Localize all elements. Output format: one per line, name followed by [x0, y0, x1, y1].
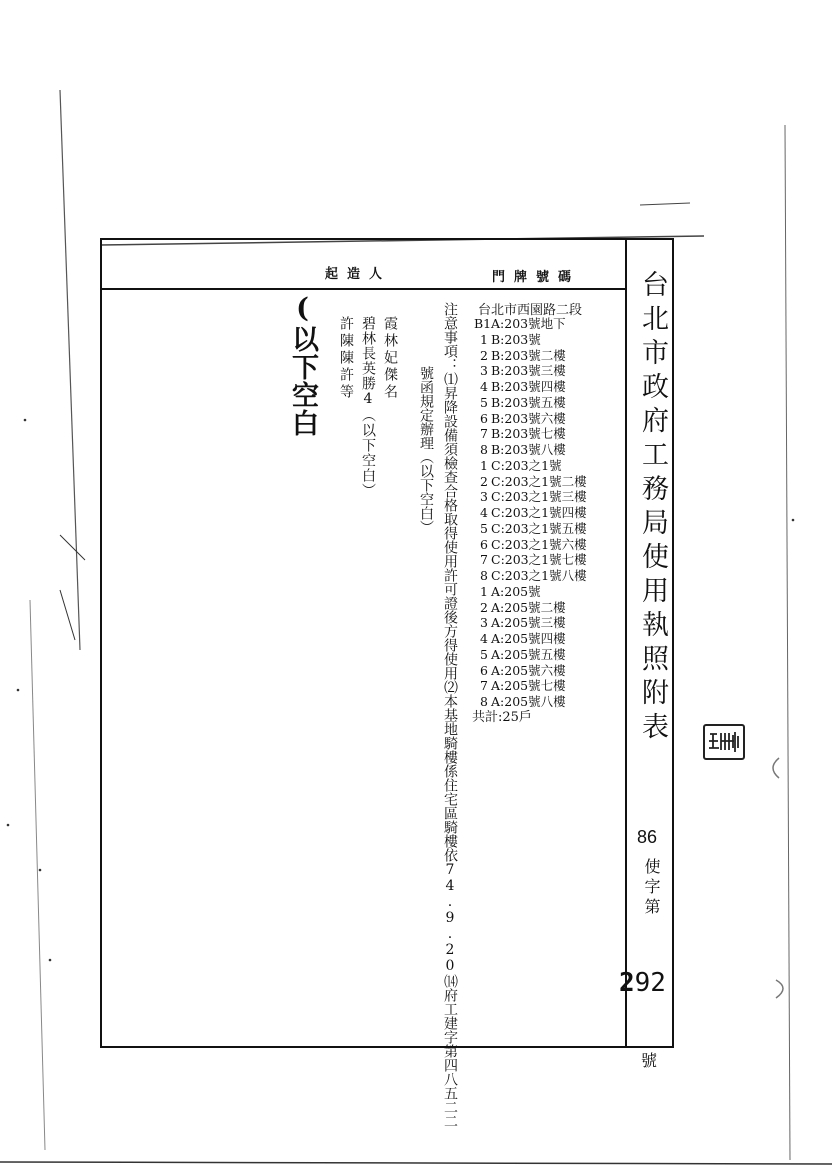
seal-stamp [703, 724, 745, 760]
unit-address: B:203號四樓 [491, 379, 566, 394]
address-row [474, 631, 587, 647]
floor-number: 4 [480, 379, 488, 394]
header-divider [101, 288, 627, 290]
floor-number: 8 [480, 694, 488, 709]
address-row [474, 442, 587, 458]
unit-address: A:203號地下 [491, 316, 566, 331]
license-word: 使字第 [642, 858, 661, 918]
unit-address: A:205號三樓 [491, 615, 566, 631]
address-row [474, 474, 587, 490]
builder-col-3: 許陳陳許等 [338, 316, 354, 401]
address-row [474, 489, 587, 505]
unit-address: B:203號五樓 [491, 394, 566, 410]
unit-address: A:205號 [491, 583, 541, 599]
floor-number: 5 [480, 394, 488, 410]
unit-address: B:203號二樓 [491, 347, 566, 363]
unit-address: A:205號七樓 [491, 678, 566, 694]
address-column-header: 門牌號碼 [492, 270, 581, 285]
unit-address: C:203之1號二樓 [491, 473, 587, 489]
unit-address: A:205號八樓 [491, 694, 566, 709]
unit-address: C:203之1號五樓 [491, 520, 587, 536]
address-row [474, 663, 587, 679]
notes-line-2: 號函規定辦理（以下空白） [418, 366, 434, 534]
unit-address: B:203號三樓 [491, 363, 566, 379]
address-row [474, 615, 587, 631]
builder-col-1: 霞林妃傑名 [382, 316, 398, 401]
floor-number: 2 [480, 599, 488, 615]
address-row [474, 505, 587, 521]
address-row [474, 584, 587, 600]
floor-number: 4 [480, 631, 488, 646]
address-row [474, 521, 587, 537]
address-row [474, 332, 587, 348]
unit-address: C:203之1號 [491, 457, 562, 473]
address-row [474, 316, 587, 332]
unit-address: C:203之1號四樓 [491, 505, 587, 520]
floor-number: 1 [480, 331, 488, 347]
floor-number: 8 [480, 442, 488, 457]
unit-address: C:203之1號七樓 [491, 552, 587, 568]
floor-number: 8 [480, 568, 488, 583]
floor-number: B1 [474, 316, 492, 331]
address-row [474, 395, 587, 411]
unit-address: A:205號二樓 [491, 599, 566, 615]
floor-number: 6 [480, 536, 488, 552]
address-total: 共計:25戶 [472, 710, 532, 725]
floor-number: 7 [480, 552, 488, 568]
floor-number: 1 [480, 457, 488, 473]
unit-address: A:205號四樓 [491, 631, 566, 646]
unit-address: B:203號八樓 [491, 442, 566, 457]
floor-number: 5 [480, 646, 488, 662]
address-row [474, 600, 587, 616]
address-row [474, 411, 587, 427]
address-row [474, 678, 587, 694]
address-row [474, 426, 587, 442]
notes-line-1: 注意事項：⑴昇降設備須檢查合格取得使用許可證後方得使用⑵本基地騎樓係住宅區騎樓依74.9.20⒁府工建字第四八五二二 [442, 302, 458, 1128]
builder-col-2: 碧林長英勝4（以下空白） [360, 316, 376, 498]
floor-number: 2 [480, 473, 488, 489]
floor-number: 5 [480, 520, 488, 536]
unit-address: B:203號 [491, 331, 541, 347]
floor-number: 6 [480, 662, 488, 678]
address-row [474, 568, 587, 584]
unit-address: B:203號七樓 [491, 426, 566, 442]
unit-address: A:205號五樓 [491, 646, 566, 662]
unit-address: C:203之1號三樓 [491, 489, 587, 505]
address-row [474, 348, 587, 364]
unit-address: C:203之1號八樓 [491, 568, 587, 583]
address-row [474, 647, 587, 663]
address-row [474, 363, 587, 379]
unit-address: B:203號六樓 [491, 410, 566, 426]
unit-address: A:205號六樓 [491, 662, 566, 678]
address-row [474, 458, 587, 474]
floor-number: 3 [480, 489, 488, 505]
floor-number: 7 [480, 678, 488, 694]
license-year: 86 [637, 827, 658, 847]
license-number: 292 [619, 968, 666, 998]
unit-address: C:203之1號六樓 [491, 536, 587, 552]
address-row [474, 379, 587, 395]
floor-number: 1 [480, 583, 488, 599]
floor-number: 7 [480, 426, 488, 442]
floor-number: 2 [480, 347, 488, 363]
floor-number: 3 [480, 615, 488, 631]
address-row [474, 537, 587, 553]
floor-number: 6 [480, 410, 488, 426]
street-name: 台北市西園路二段 [478, 303, 583, 318]
handwritten-blank-mark: (以下空白 [287, 293, 318, 437]
license-suffix: 號 [641, 1051, 658, 1070]
address-list [474, 316, 587, 710]
floor-number: 3 [480, 363, 488, 379]
title-column-divider [625, 238, 627, 1048]
builder-column-header: 起造人 [325, 267, 392, 282]
floor-number: 4 [480, 505, 488, 520]
form-title: 台北市政府工務局使用執照附表 [637, 270, 668, 746]
address-row [474, 552, 587, 568]
